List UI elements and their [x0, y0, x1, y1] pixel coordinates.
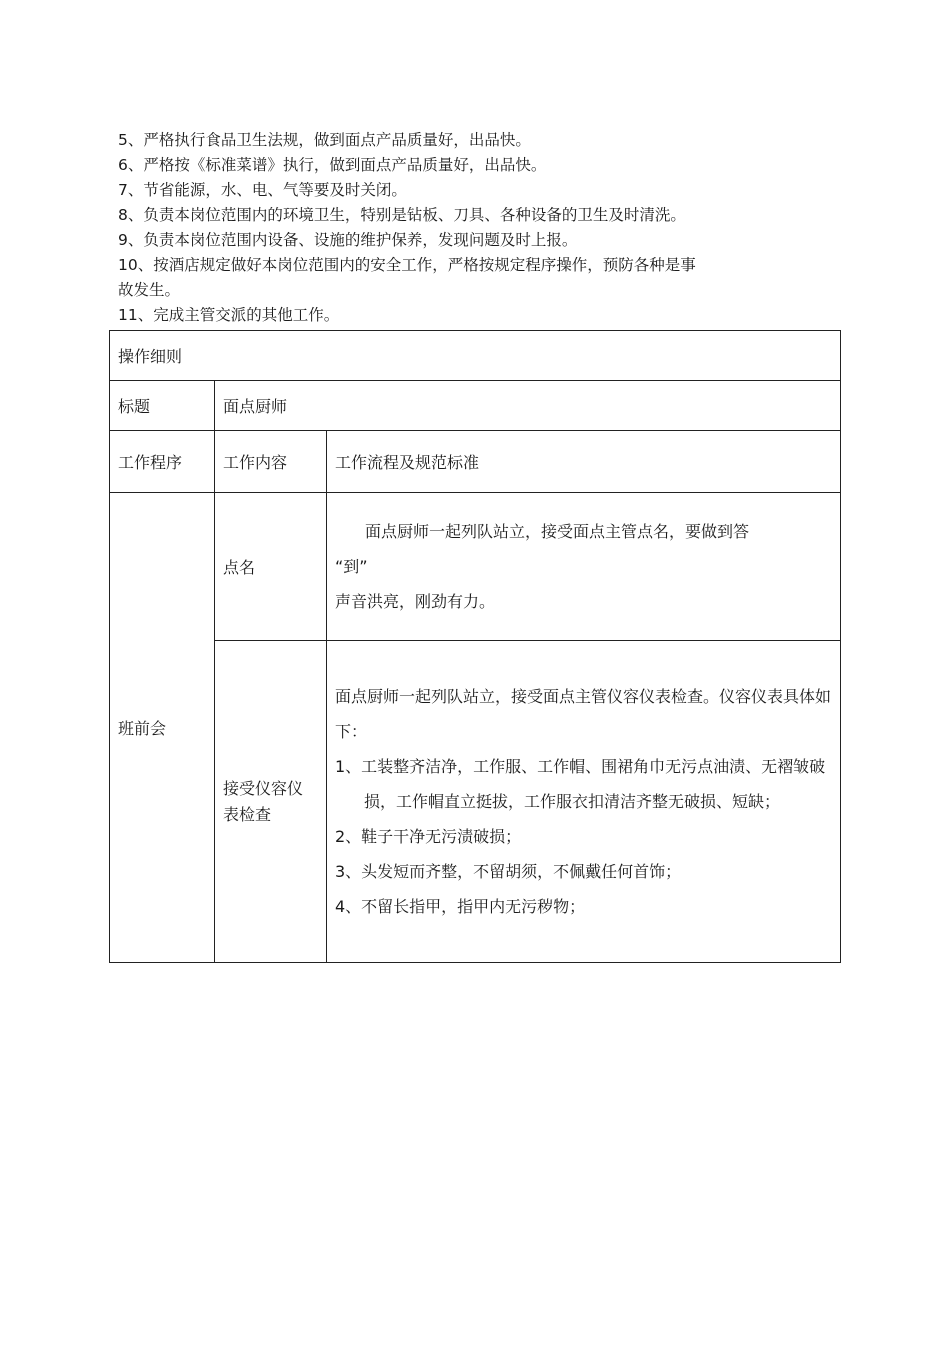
standard-item: 2、鞋子干净无污渍破损；	[335, 827, 522, 846]
standard-line: “到”	[335, 557, 368, 576]
header-row	[110, 431, 841, 493]
content-cell: 接受仪容仪表检查	[215, 641, 327, 963]
table-row	[110, 641, 841, 963]
title-row	[110, 381, 841, 431]
header-content: 工作内容	[215, 431, 327, 493]
duty-item: 7、节省能源，水、电、气等要及时关闭。	[118, 181, 407, 199]
procedure-cell: 班前会	[110, 493, 215, 963]
table-title-row	[110, 331, 841, 381]
header-standard: 工作流程及规范标准	[327, 431, 841, 493]
duty-item: 9、负责本岗位范围内设备、设施的维护保养，发现问题及时上报。	[118, 231, 578, 249]
standard-item: 1、工装整齐洁净，工作服、工作帽、围裙角巾无污点油渍、无褶皱破损，工作帽直立挺拔，工作服衣扣清洁齐整无破损、短缺；	[335, 757, 826, 811]
operation-details-table	[109, 330, 841, 963]
duty-item: 6、严格按《标准菜谱》执行，做到面点产品质量好，出品快。	[118, 156, 547, 174]
standard-line: 声音洪亮，刚劲有力。	[335, 592, 496, 611]
table-title: 操作细则	[110, 331, 841, 381]
duty-item: 8、负责本岗位范围内的环境卫生，特别是钻板、刀具、各种设备的卫生及时清洗。	[118, 206, 686, 224]
standard-item: 4、不留长指甲，指甲内无污秽物；	[335, 897, 586, 916]
standard-cell	[327, 641, 841, 963]
standard-cell	[327, 493, 841, 641]
duty-item: 11、完成主管交派的其他工作。	[118, 306, 340, 324]
content-cell: 点名	[215, 493, 327, 641]
duty-item: 5、严格执行食品卫生法规，做到面点产品质量好，出品快。	[118, 131, 531, 149]
standard-line: 面点厨师一起列队站立，接受面点主管点名，要做到答	[365, 522, 750, 541]
title-label: 标题	[110, 381, 215, 431]
standard-intro: 面点厨师一起列队站立，接受面点主管仪容仪表检查。仪容仪表具体如下：	[335, 687, 832, 741]
header-procedure: 工作程序	[110, 431, 215, 493]
standard-item: 3、头发短而齐整，不留胡须，不佩戴任何首饰；	[335, 862, 682, 881]
table-row	[110, 493, 841, 641]
duty-item-continued: 故发生。	[118, 281, 181, 299]
position-name: 面点厨师	[215, 381, 841, 431]
duty-list	[118, 128, 798, 328]
duty-item: 10、按酒店规定做好本岗位范围内的安全工作，严格按规定程序操作，预防各种是事	[118, 256, 696, 274]
